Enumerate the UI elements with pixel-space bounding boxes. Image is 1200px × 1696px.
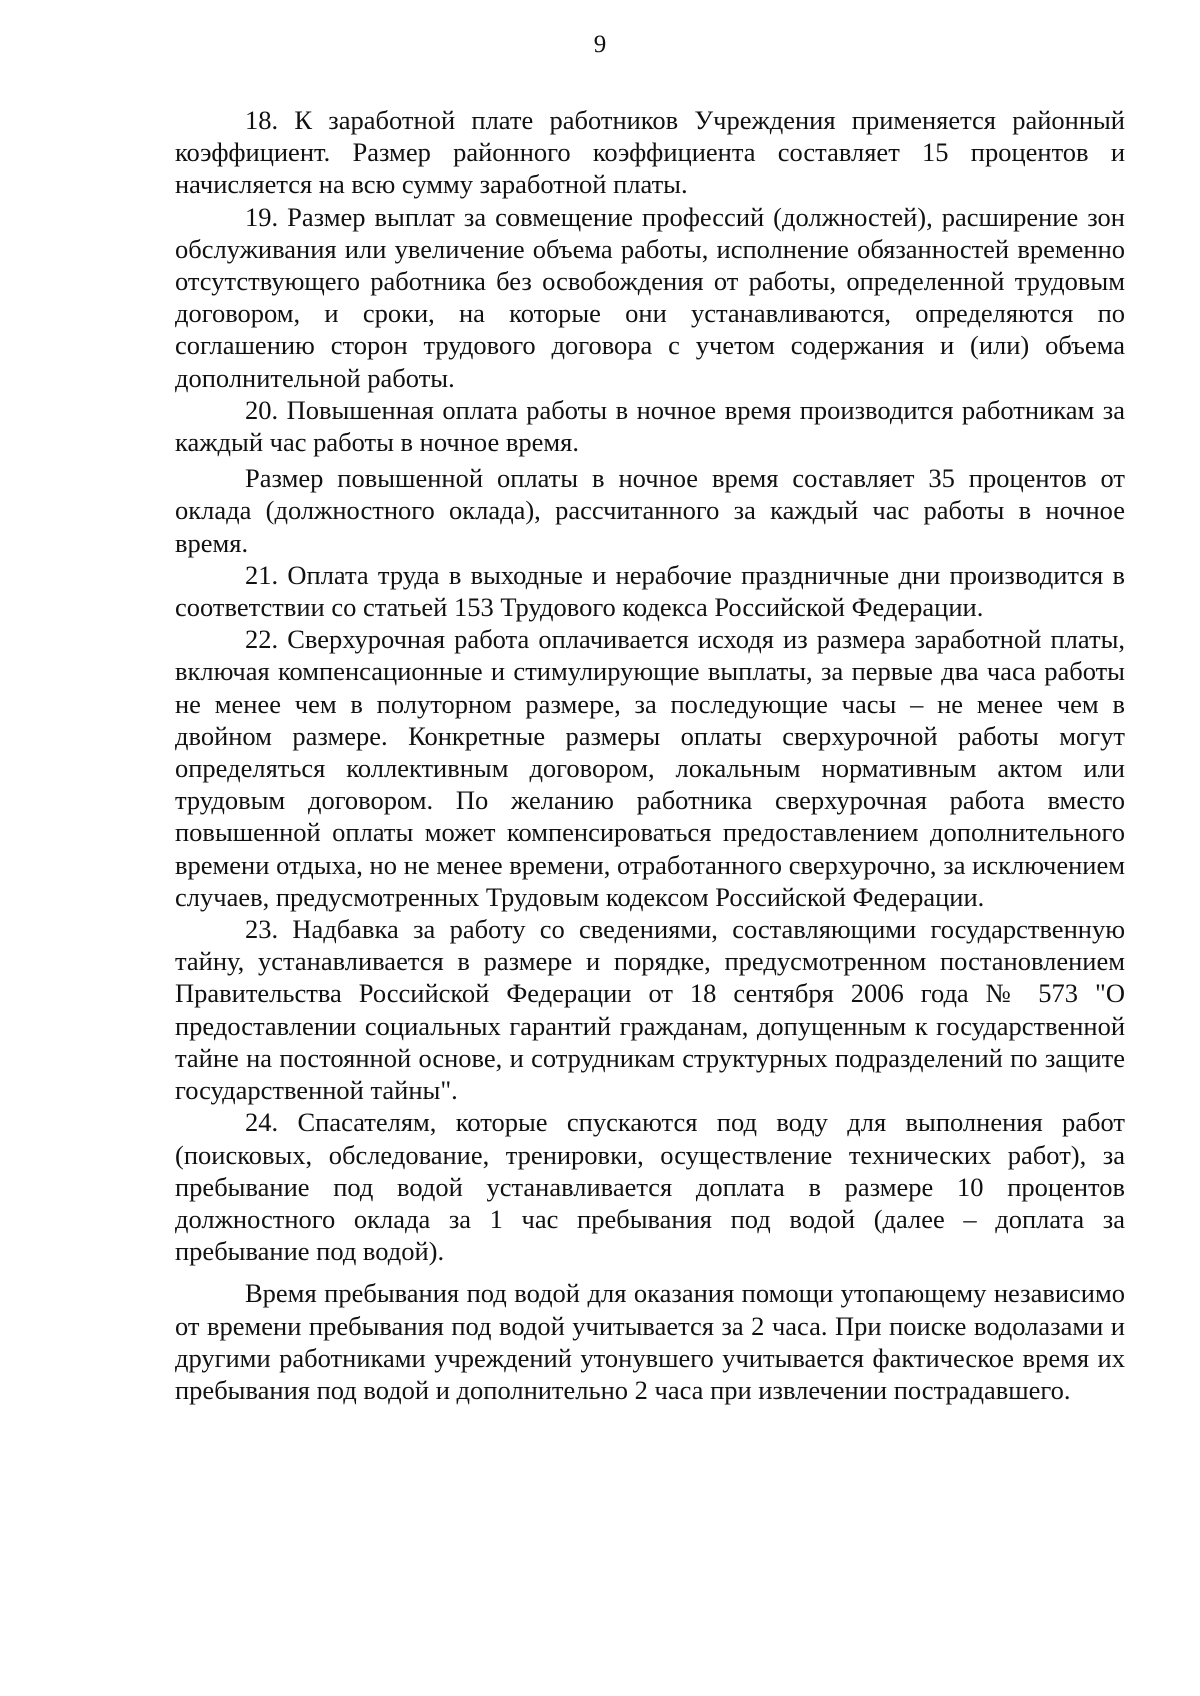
- paragraph-23: 23. Надбавка за работу со сведениями, составляющими государственную тайну, устанавливается в размере и порядке, предусмотренном постановлением Правительства Российской Федерации от 18 сентября 2006 года № 573 "О предоставлении социальных гарантий гражданам, допущенным к государственной тайне на постоянной основе, и сотрудникам структурных подразделений по защите государственной тайны".: [175, 914, 1125, 1106]
- paragraph-21: 21. Оплата труда в выходные и нерабочие праздничные дни производится в соответствии со статьей 153 Трудового кодекса Российской Федерации.: [175, 559, 1125, 623]
- document-body: [175, 104, 1125, 1406]
- paragraph-20: 20. Повышенная оплата работы в ночное время производится работникам за каждый час работы в ночное время.: [175, 394, 1125, 458]
- paragraph-20-continuation: Размер повышенной оплаты в ночное время составляет 35 процентов от оклада (должностного оклада), рассчитанного за каждый час работы в ночное время.: [175, 463, 1125, 558]
- paragraph-24: 24. Спасателям, которые спускаются под воду для выполнения работ (поисковых, обследование, тренировки, осуществление технических работ), за пребывание под водой устанавливается доплата в размере 10 процентов должностного оклада за 1 час пребывания под водой (далее – доплата за пребывание под водой).: [175, 1107, 1125, 1267]
- paragraph-24-continuation: Время пребывания под водой для оказания помощи утопающему независимо от времени пребывания под водой учитывается за 2 часа. При поиске водолазами и другими работниками учреждений утонувшего учитывается фактическое время их пребывания под водой и дополнительно 2 часа при извлечении пострадавшего.: [175, 1278, 1125, 1405]
- paragraph-18: 18. К заработной плате работников Учреждения применяется районный коэффициент. Размер районного коэффициента составляет 15 процентов и начисляется на всю сумму заработной платы.: [175, 105, 1125, 200]
- paragraph-19: 19. Размер выплат за совмещение профессий (должностей), расширение зон обслуживания или увеличение объема работы, исполнение обязанностей временно отсутствующего работника без освобождения от работы, определенной трудовым договором, и сроки, на которые они устанавливаются, определяются по соглашению сторон трудового договора с учетом содержания и (или) объема дополнительной работы.: [175, 201, 1125, 393]
- paragraph-22: 22. Сверхурочная работа оплачивается исходя из размера заработной платы, включая компенсационные и стимулирующие выплаты, за первые два часа работы не менее чем в полуторном размере, за последующие часы – не менее чем в двойном размере. Конкретные размеры оплаты сверхурочной работы могут определяться коллективным договором, локальным нормативным актом или трудовым договором. По желанию работника сверхурочная работа вместо повышенной оплаты может компенсироваться предоставлением дополнительного времени отдыха, но не менее времени, отработанного сверхурочно, за исключением случаев, предусмотренных Трудовым кодексом Российской Федерации.: [175, 624, 1125, 912]
- page-number: 9: [593, 31, 607, 58]
